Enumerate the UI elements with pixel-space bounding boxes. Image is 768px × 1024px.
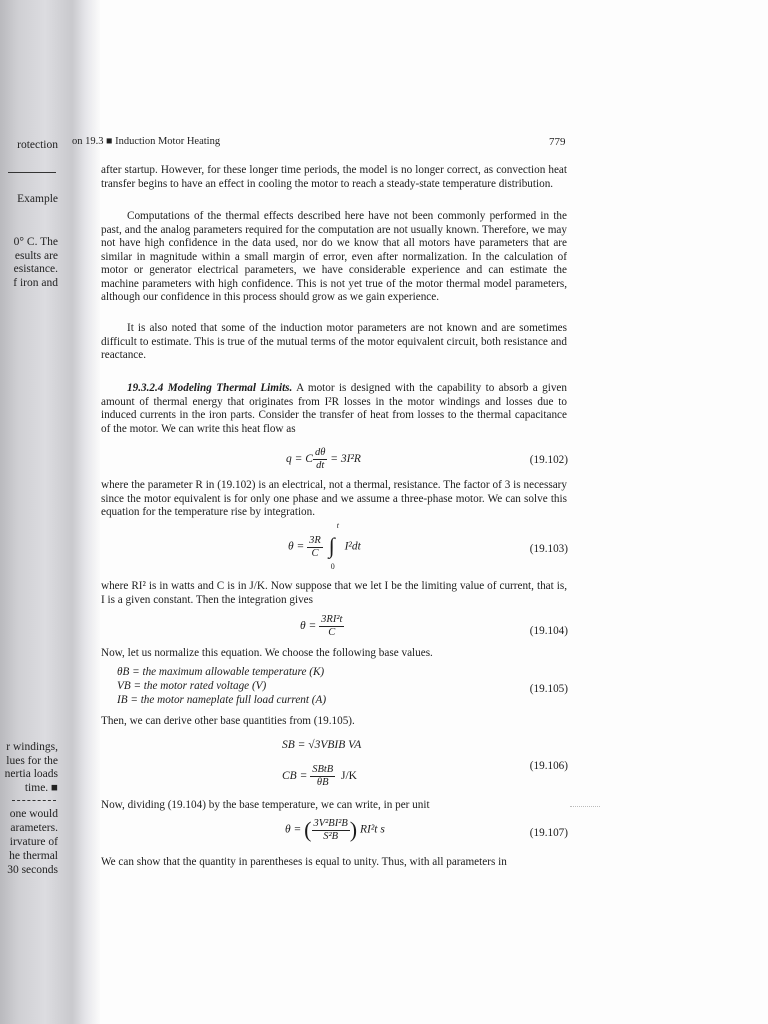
left-page-line: r windings, — [6, 741, 58, 753]
paragraph — [101, 382, 567, 436]
left-page-line: nertia loads — [4, 768, 58, 780]
paragraph: Computations of the thermal effects described here have not been commonly performed in the past, and the analog parameters required for the computation are not usually known. Therefore, we may not have high confidence in the data used, nor do we know that all motors have parameters that are similar in magnitude within a small margin of error, even after normalization. In the calculation of motor or generator electrical parameters, we have considerable experience and can estimate the machine parameters with high confidence. This is not yet true of the motor thermal model parameters, although our confidence in this process should grow as we gain experience. — [101, 210, 567, 304]
integral-lower-limit: 0 — [330, 562, 335, 571]
left-page-line: f iron and — [13, 277, 58, 289]
paragraph: It is also noted that some of the induction motor parameters are not known and are sometimes difficult to estimate. This is true of the mutual terms of the motor equivalent circuit, both resistance and reactance. — [101, 322, 567, 362]
left-page-line: one would — [9, 808, 58, 820]
eq-denominator: S²B — [323, 830, 339, 842]
base-definition: IB = the motor nameplate full load current (A) — [117, 694, 327, 706]
equation-19-106-cb — [282, 764, 357, 789]
paragraph: Now, let us normalize this equation. We choose the following base values. — [101, 647, 433, 659]
left-page-line: esistance. — [13, 263, 58, 275]
eq-unit: J/K — [340, 770, 357, 783]
left-page-line: Example — [17, 193, 58, 205]
equation-number: (19.103) — [529, 543, 568, 555]
section-heading: 19.3.2.4 Modeling Thermal Limits. — [127, 382, 293, 394]
left-page-line: irvature of — [9, 836, 58, 848]
eq-numerator: 3RI²t — [321, 614, 343, 625]
paragraph: after startup. However, for these longer time periods, the model is no longer correct, as convection heat transfer begins to have an effect in cooling the motor to reach a steady-state temperature distribution. — [101, 164, 567, 190]
eq-rhs: RI²t s — [360, 823, 385, 836]
equation-number: (19.105) — [529, 683, 568, 695]
eq-lhs: q = C — [286, 453, 313, 466]
left-page-line: rotection — [17, 139, 58, 151]
equation-number: (19.107) — [529, 827, 568, 839]
paragraph-body: A motor is designed with the capability to absorb a given amount of thermal energy that originates from I²R losses in the motor windings and losses due to induced currents in the iron parts. Consider the transfer of heat from losses to the thermal capacitance of the motor. We can write this heat flow as — [101, 382, 567, 435]
paragraph: We can show that the quantity in parentheses is equal to unity. Thus, with all parameters in — [101, 856, 507, 868]
equation-number: (19.104) — [529, 625, 568, 637]
base-definition: VB = the motor rated voltage (V) — [117, 680, 267, 692]
paragraph: where the parameter R in (19.102) is an electrical, not a thermal, resistance. The factor of 3 is necessary since the motor equivalent is for only one phase and we assume a three-phase motor. We can solve this equation for the temperature rise by integration. — [101, 479, 567, 519]
paragraph: where RI² is in watts and C is in J/K. Now suppose that we let I be the limiting value of current, that is, I is a given constant. Then the integration gives — [101, 580, 567, 606]
left-page-line: time. ■ — [24, 782, 58, 794]
base-definition: θB = the maximum allowable temperature (K) — [117, 666, 325, 678]
eq-numerator: dθ — [314, 447, 326, 458]
running-header: on 19.3 ■ Induction Motor Heating — [72, 136, 221, 147]
page-number: 779 — [549, 136, 566, 148]
eq-numerator: 3R — [309, 534, 321, 546]
integral-upper-limit: t — [336, 521, 339, 530]
left-page-line: esults are — [14, 250, 58, 262]
paragraph: Now, dividing (19.104) by the base temperature, we can write, in per unit — [101, 799, 430, 811]
integral-sign: ∫ t 0 — [328, 521, 339, 571]
eq-denominator: dt — [316, 460, 325, 471]
equation-19-102 — [286, 447, 361, 472]
left-page-line: 0° C. The — [13, 236, 58, 248]
eq-denominator: C — [311, 547, 319, 559]
equation-19-107: θ = ( $\frac{\text{3V²BI²B}}{\text{S²B}}$ ) RI²t s — [285, 817, 385, 842]
eq-lhs: CB = — [282, 770, 308, 783]
scan-smudge — [570, 806, 600, 807]
eq-denominator: C — [328, 627, 336, 638]
eq-lhs: θ = — [300, 620, 317, 633]
equation-19-106-sb: SB = √3VBIB VA — [282, 739, 362, 751]
eq-denominator: θB — [316, 777, 329, 788]
equation-19-103 — [288, 521, 361, 571]
left-page-line: arameters. — [10, 822, 58, 834]
eq-numerator: 3V²BI²B — [313, 817, 348, 829]
equation-number: (19.102) — [529, 454, 568, 466]
eq-lhs: θ = — [288, 540, 305, 553]
eq-numerator: SBtB — [312, 764, 334, 775]
eq-lhs: θ = — [285, 823, 302, 836]
left-page-line: he thermal — [9, 850, 58, 862]
equation-19-104 — [300, 614, 344, 639]
eq-rhs: = 3I²R — [330, 453, 361, 466]
eq-integrand: I²dt — [344, 540, 361, 553]
equation-number: (19.106) — [529, 760, 568, 772]
left-page-line: lues for the — [6, 755, 58, 767]
left-page-line: 30 seconds — [7, 864, 58, 876]
paragraph: Then, we can derive other base quantities from (19.105). — [101, 715, 355, 727]
